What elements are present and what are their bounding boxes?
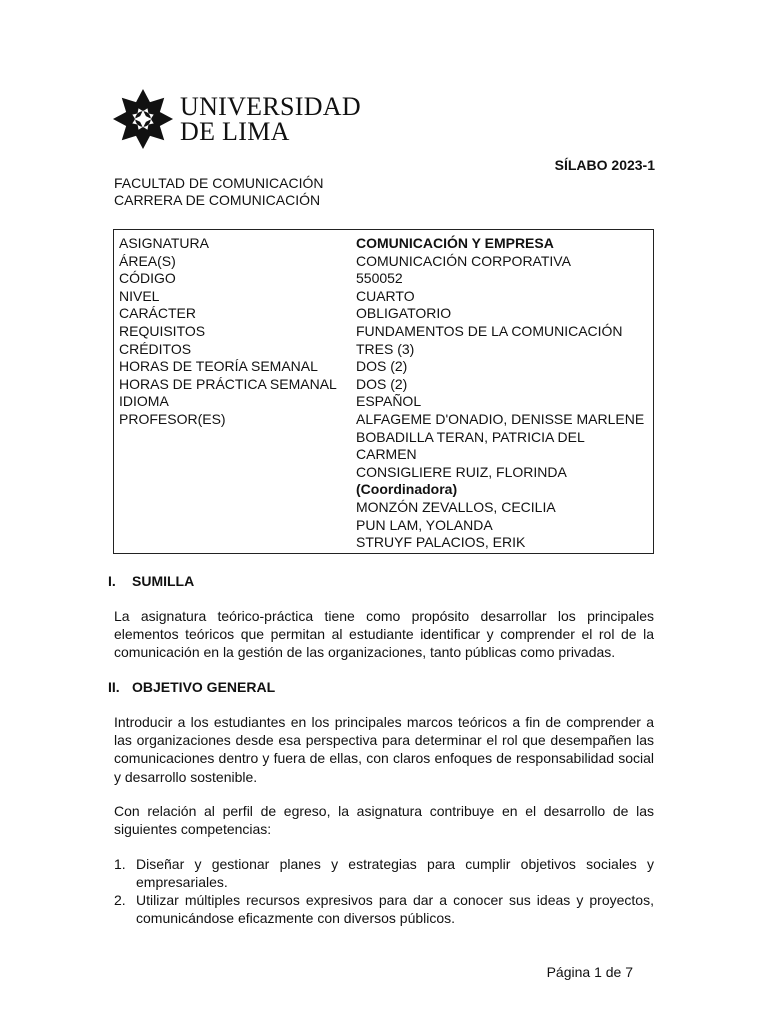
info-value: 550052 — [356, 270, 403, 287]
info-value: ALFAGEME D'ONADIO, DENISSE MARLENE — [356, 411, 645, 427]
list-text: Utilizar múltiples recursos expresivos para dar a conocer sus ideas y proyectos, comunicándose eficazmente con diversos públicos. — [136, 892, 654, 926]
section-number: II. — [108, 679, 120, 695]
profesor-name: CARMEN — [356, 446, 417, 463]
section-sumilla-heading — [108, 573, 194, 589]
list-number: 1. — [114, 856, 126, 872]
objetivo-paragraph-1: Introducir a los estudiantes en los principales marcos teóricos a fin de comprender a las organizaciones desde esa perspectiva para determinar el rol que desempañen las comunicaciones dentro y fuera de ellas, con claros enfoques de responsabilidad social y desarrollo sostenible. — [114, 714, 654, 785]
star-emblem-icon — [112, 88, 174, 150]
info-value: DOS (2) — [356, 358, 408, 375]
profesor-name: MONZÓN ZEVALLOS, CECILIA — [356, 499, 556, 515]
info-label: HORAS DE TEORÍA SEMANAL — [119, 358, 318, 375]
info-label: CÓDIGO — [119, 270, 176, 287]
carrera-text: CARRERA DE COMUNICACIÓN — [114, 192, 321, 208]
profesor-name: PUN LAM, YOLANDA — [356, 516, 493, 533]
info-label: ASIGNATURA — [119, 235, 209, 251]
profesor-name: CONSIGLIERE RUIZ, FLORINDA — [356, 463, 567, 480]
faculty-block — [114, 175, 324, 209]
info-label: REQUISITOS — [119, 323, 206, 339]
logo-line-1: UNIVERSIDAD — [180, 92, 361, 121]
info-value: FUNDAMENTOS DE LA COMUNICACIÓN — [356, 323, 623, 339]
objetivo-paragraph-2: Con relación al perfil de egreso, la asignatura contribuye en el desarrollo de las siguientes competencias: — [114, 803, 654, 838]
info-value: TRES (3) — [356, 340, 415, 357]
info-label: ÁREA(S) — [119, 252, 176, 269]
info-value: CUARTO — [356, 287, 415, 304]
info-value: COMUNICACIÓN Y EMPRESA — [356, 235, 554, 251]
section-title: SUMILLA — [132, 573, 195, 589]
info-label: HORAS DE PRÁCTICA SEMANAL — [119, 375, 337, 392]
page-number: Página 1 de 7 — [546, 964, 633, 980]
info-value: DOS (2) — [356, 375, 408, 392]
info-value: COMUNICACIÓN CORPORATIVA — [356, 252, 571, 269]
logo-wordmark — [180, 94, 361, 144]
info-value: ESPAÑOL — [356, 393, 422, 410]
silabo-title: SÍLABO 2023-1 — [554, 157, 655, 173]
profesor-name: BOBADILLA TERAN, PATRICIA DEL — [356, 428, 585, 445]
section-objetivo-heading — [108, 679, 275, 695]
info-label: CRÉDITOS — [119, 340, 192, 357]
info-value: OBLIGATORIO — [356, 305, 452, 322]
section-title: OBJETIVO GENERAL — [132, 679, 276, 695]
profesor-role: (Coordinadora) — [356, 481, 458, 498]
list-text: Diseñar y gestionar planes y estrategias para cumplir objetivos sociales y empresariales. — [136, 856, 654, 890]
profesor-name: STRUYF PALACIOS, ERIK — [356, 534, 526, 551]
info-label: CARÁCTER — [119, 305, 197, 322]
list-item — [114, 855, 654, 891]
university-logo — [112, 88, 361, 150]
competencias-list — [114, 855, 654, 927]
list-number: 2. — [114, 892, 126, 908]
info-label: IDIOMA — [119, 393, 169, 410]
sumilla-paragraph: La asignatura teórico-práctica tiene como propósito desarrollar los principales elementos teóricos que permitan al estudiante identificar y comprender el rol de la comunicación en la gestión de las organizaciones, tanto públicas como privadas. — [114, 608, 654, 661]
logo-line-2: DE LIMA — [180, 117, 290, 146]
info-label: NIVEL — [119, 287, 160, 304]
info-label: PROFESOR(ES) — [119, 411, 226, 427]
course-info-table — [113, 229, 654, 554]
section-number: I. — [108, 573, 116, 589]
facultad-text: FACULTAD DE COMUNICACIÓN — [114, 175, 324, 191]
list-item — [114, 891, 654, 927]
